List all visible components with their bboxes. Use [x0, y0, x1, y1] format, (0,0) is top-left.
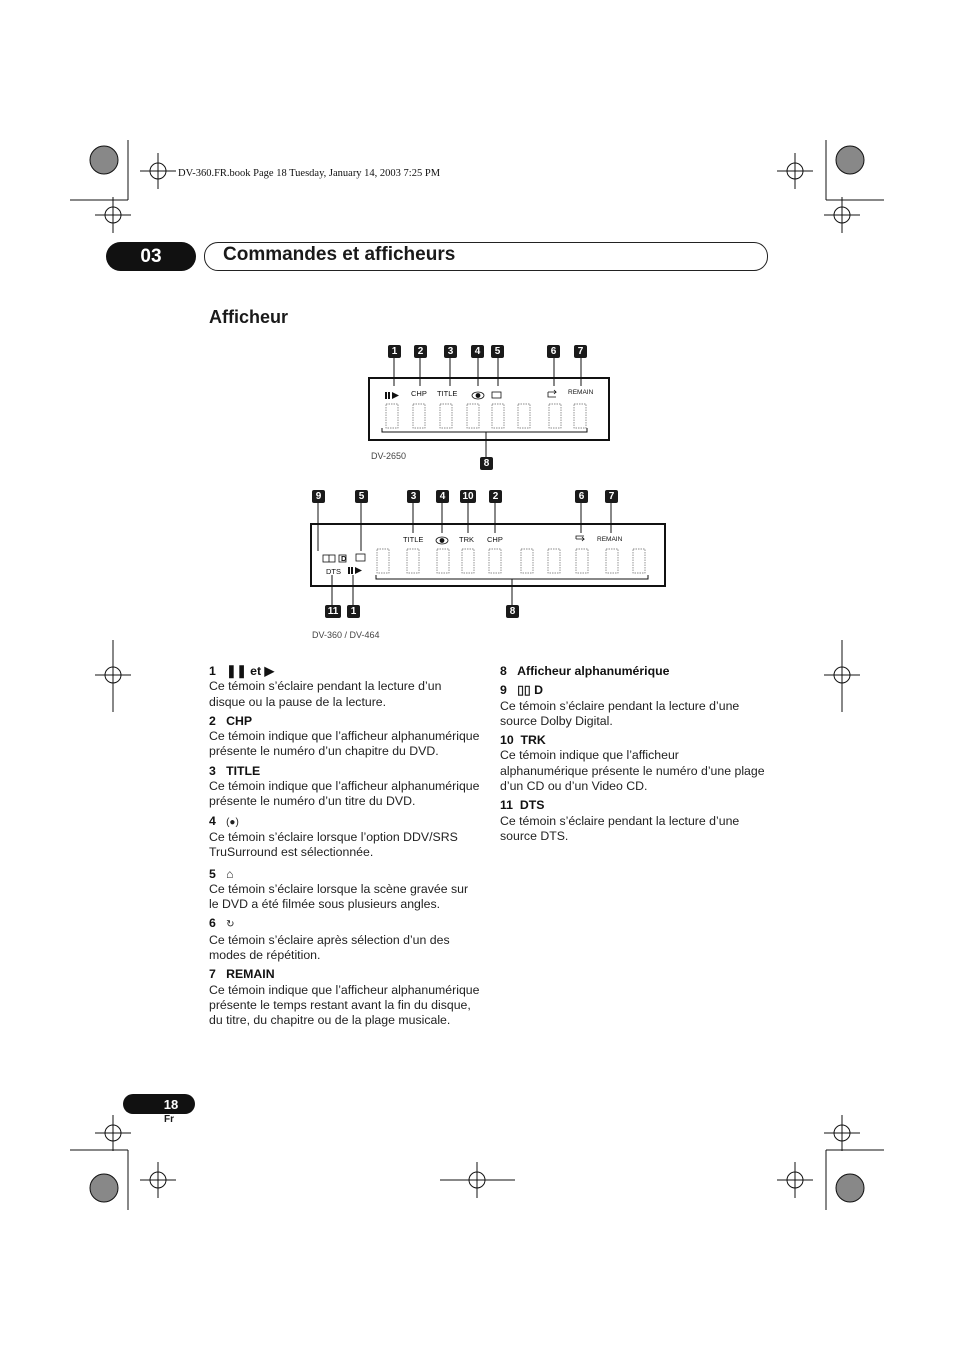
callout: 7 — [574, 345, 587, 358]
item-text: Ce témoin indique que l’afficheur alphanumérique présente le numéro d’un titre du DVD. — [209, 779, 480, 809]
chapter-number: 03 — [106, 242, 196, 271]
item-heading: TITLE — [226, 763, 261, 778]
item-number: 8 — [500, 664, 507, 678]
chapter-title: Commandes et afficheurs — [223, 244, 456, 265]
callout: 3 — [444, 345, 457, 358]
dolby-icon: ▯▯ — [517, 683, 531, 698]
item-3 — [209, 764, 481, 810]
item-8 — [500, 664, 768, 679]
right-column — [500, 664, 768, 848]
label-remain: REMAIN — [597, 536, 623, 543]
item-9 — [500, 683, 768, 729]
label-title: TITLE — [403, 535, 424, 544]
item-number: 3 — [209, 763, 216, 778]
model-label: DV-360 / DV-464 — [312, 630, 380, 640]
section-title: Afficheur — [209, 307, 289, 327]
item-5 — [209, 867, 481, 913]
item-4 — [209, 814, 481, 861]
label-title: TITLE — [437, 389, 458, 398]
item-10 — [500, 733, 768, 794]
file-header: DV-360.FR.book Page 18 Tuesday, January 14, 2003 7:25 PM — [178, 168, 441, 179]
item-heading: TRK — [520, 733, 546, 748]
item-text: Ce témoin s’éclaire pendant la lecture d’un disque ou la pause de la lecture. — [209, 679, 442, 709]
item-number: 4 — [209, 813, 216, 828]
callout: 9 — [312, 490, 325, 503]
callout: 1 — [347, 605, 360, 618]
item-6 — [209, 916, 481, 963]
callout: 4 — [436, 490, 449, 503]
label-d: D — [341, 554, 347, 563]
angle-icon: ⌂ — [226, 866, 234, 881]
callout: 7 — [605, 490, 618, 503]
item-number: 2 — [209, 713, 216, 728]
item-number: 6 — [209, 916, 216, 931]
callout: 10 — [460, 490, 476, 503]
label-chp: CHP — [487, 535, 503, 544]
item-7 — [209, 967, 481, 1028]
item-number: 7 — [209, 967, 216, 982]
callout: 3 — [407, 490, 420, 503]
callout: 2 — [414, 345, 427, 358]
item-number: 5 — [209, 866, 216, 881]
callout: 5 — [355, 490, 368, 503]
item-text: Ce témoin indique que l’afficheur alphanumérique présente le numéro d’un chapitre du DVD. — [209, 729, 480, 759]
page-number-text: 18 — [163, 1096, 179, 1112]
panel-graphics-dv360 — [310, 503, 670, 613]
callout: 6 — [547, 345, 560, 358]
callout: 8 — [506, 605, 519, 618]
item-11 — [500, 798, 768, 844]
item-heading: CHP — [226, 713, 253, 728]
item-heading: DTS — [519, 798, 545, 813]
item-1 — [209, 664, 481, 710]
surround-icon: (●) — [226, 816, 239, 828]
label-chp: CHP — [411, 389, 427, 398]
panel-graphics-dv2650 — [368, 358, 613, 458]
label-dts: DTS — [326, 567, 341, 576]
page-number — [123, 1094, 195, 1114]
item-heading: D — [534, 683, 543, 698]
item-number: 9 — [500, 683, 507, 698]
item-number: 10 — [500, 733, 514, 748]
page-language: Fr — [164, 1114, 174, 1125]
callout: 4 — [471, 345, 484, 358]
label-remain: REMAIN — [568, 389, 594, 396]
callout: 11 — [325, 605, 341, 618]
repeat-icon: ↻ — [226, 919, 235, 931]
model-label: DV-2650 — [371, 451, 407, 461]
callout: 2 — [489, 490, 502, 503]
callout: 1 — [388, 345, 401, 358]
callout: 6 — [575, 490, 588, 503]
item-2 — [209, 714, 481, 760]
item-text: Ce témoin s’éclaire lorsque l’option DDV/SRS TruSurround est sélectionnée. — [209, 829, 458, 860]
item-number: 11 — [500, 798, 513, 813]
item-heading: ❚❚ et ▶ — [226, 664, 274, 678]
item-text: Ce témoin s’éclaire pendant la lecture d’une source DTS. — [500, 813, 740, 843]
left-column — [209, 664, 481, 1033]
item-number: 1 — [209, 664, 216, 678]
callout: 5 — [491, 345, 504, 358]
callout: 8 — [480, 457, 493, 470]
item-text: Ce témoin s’éclaire lorsque la scène gravée sur le DVD a été filmée sous plusieurs angles. — [209, 881, 469, 912]
item-heading: Afficheur alphanumérique — [517, 664, 670, 678]
item-text: Ce témoin s’éclaire après sélection d’un des modes de répétition. — [209, 932, 450, 963]
label-trk: TRK — [459, 535, 474, 544]
item-text: Ce témoin indique que l’afficheur alphanumérique présente le numéro d’une plage d’un CD ou d’un Video CD. — [500, 748, 765, 794]
item-text: Ce témoin indique que l’afficheur alphanumérique présente le temps restant avant la fin du disque, du titre, du chapitre ou de la plage musicale. — [209, 982, 480, 1028]
item-text: Ce témoin s’éclaire pendant la lecture d’une source Dolby Digital. — [500, 698, 740, 728]
item-heading: REMAIN — [226, 967, 275, 982]
